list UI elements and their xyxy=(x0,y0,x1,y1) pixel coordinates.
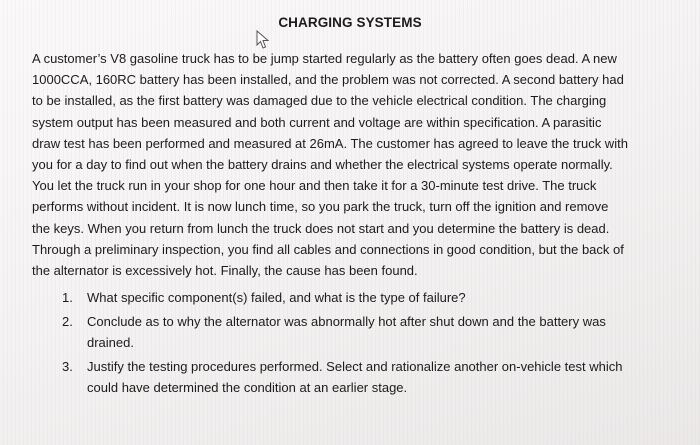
mouse-cursor-icon xyxy=(255,30,273,50)
question-item xyxy=(62,356,692,399)
document-title: CHARGING SYSTEMS xyxy=(278,15,422,30)
question-item xyxy=(62,311,692,354)
question-text: Conclude as to why the alternator was abnormally hot after shut down and the battery was xyxy=(87,313,606,329)
paragraph-line: system output has been measured and both current and voltage are within specification. A parasitic xyxy=(32,114,602,130)
scenario-paragraph xyxy=(32,48,692,281)
paragraph-line: 1000CCA, 160RC battery has been installed, and the problem was not corrected. A second battery had xyxy=(32,72,624,88)
question-text: Justify the testing procedures performed. Select and rationalize another on-vehicle test which xyxy=(87,358,623,374)
paragraph-line: you for a day to find out when the battery drains and whether the electrical systems operate normally. xyxy=(32,157,613,173)
question-list xyxy=(62,287,692,401)
question-item xyxy=(62,287,692,309)
question-number: 3. xyxy=(62,358,73,374)
paragraph-line: Through a preliminary inspection, you find all cables and connections in good condition, but the back of xyxy=(32,241,624,257)
paragraph-line: the alternator is excessively hot. Finally, the cause has been found. xyxy=(32,263,418,279)
paragraph-line: performs without incident. It is now lunch time, so you park the truck, turn off the ignition and remove xyxy=(32,199,609,215)
question-number: 1. xyxy=(62,290,73,305)
question-text: could have determined the condition at an earlier stage. xyxy=(87,380,408,395)
paragraph-line: to be installed, as the first battery was damaged due to the vehicle electrical condition. The charging xyxy=(32,93,607,109)
paragraph-line: the keys. When you return from lunch the truck does not start and you determine the battery is dead. xyxy=(32,220,610,236)
question-text: What specific component(s) failed, and what is the type of failure? xyxy=(87,290,466,305)
paragraph-line: draw test has been performed and measured at 26mA. The customer has agreed to leave the truck with xyxy=(32,135,628,151)
question-number: 2. xyxy=(62,313,73,329)
question-text: drained. xyxy=(87,335,134,350)
paragraph-line: A customer’s V8 gasoline truck has to be jump started regularly as the battery often goes dead. A new xyxy=(32,51,617,66)
paragraph-line: You let the truck run in your shop for one hour and then take it for a 30-minute test drive. The truck xyxy=(32,178,597,194)
